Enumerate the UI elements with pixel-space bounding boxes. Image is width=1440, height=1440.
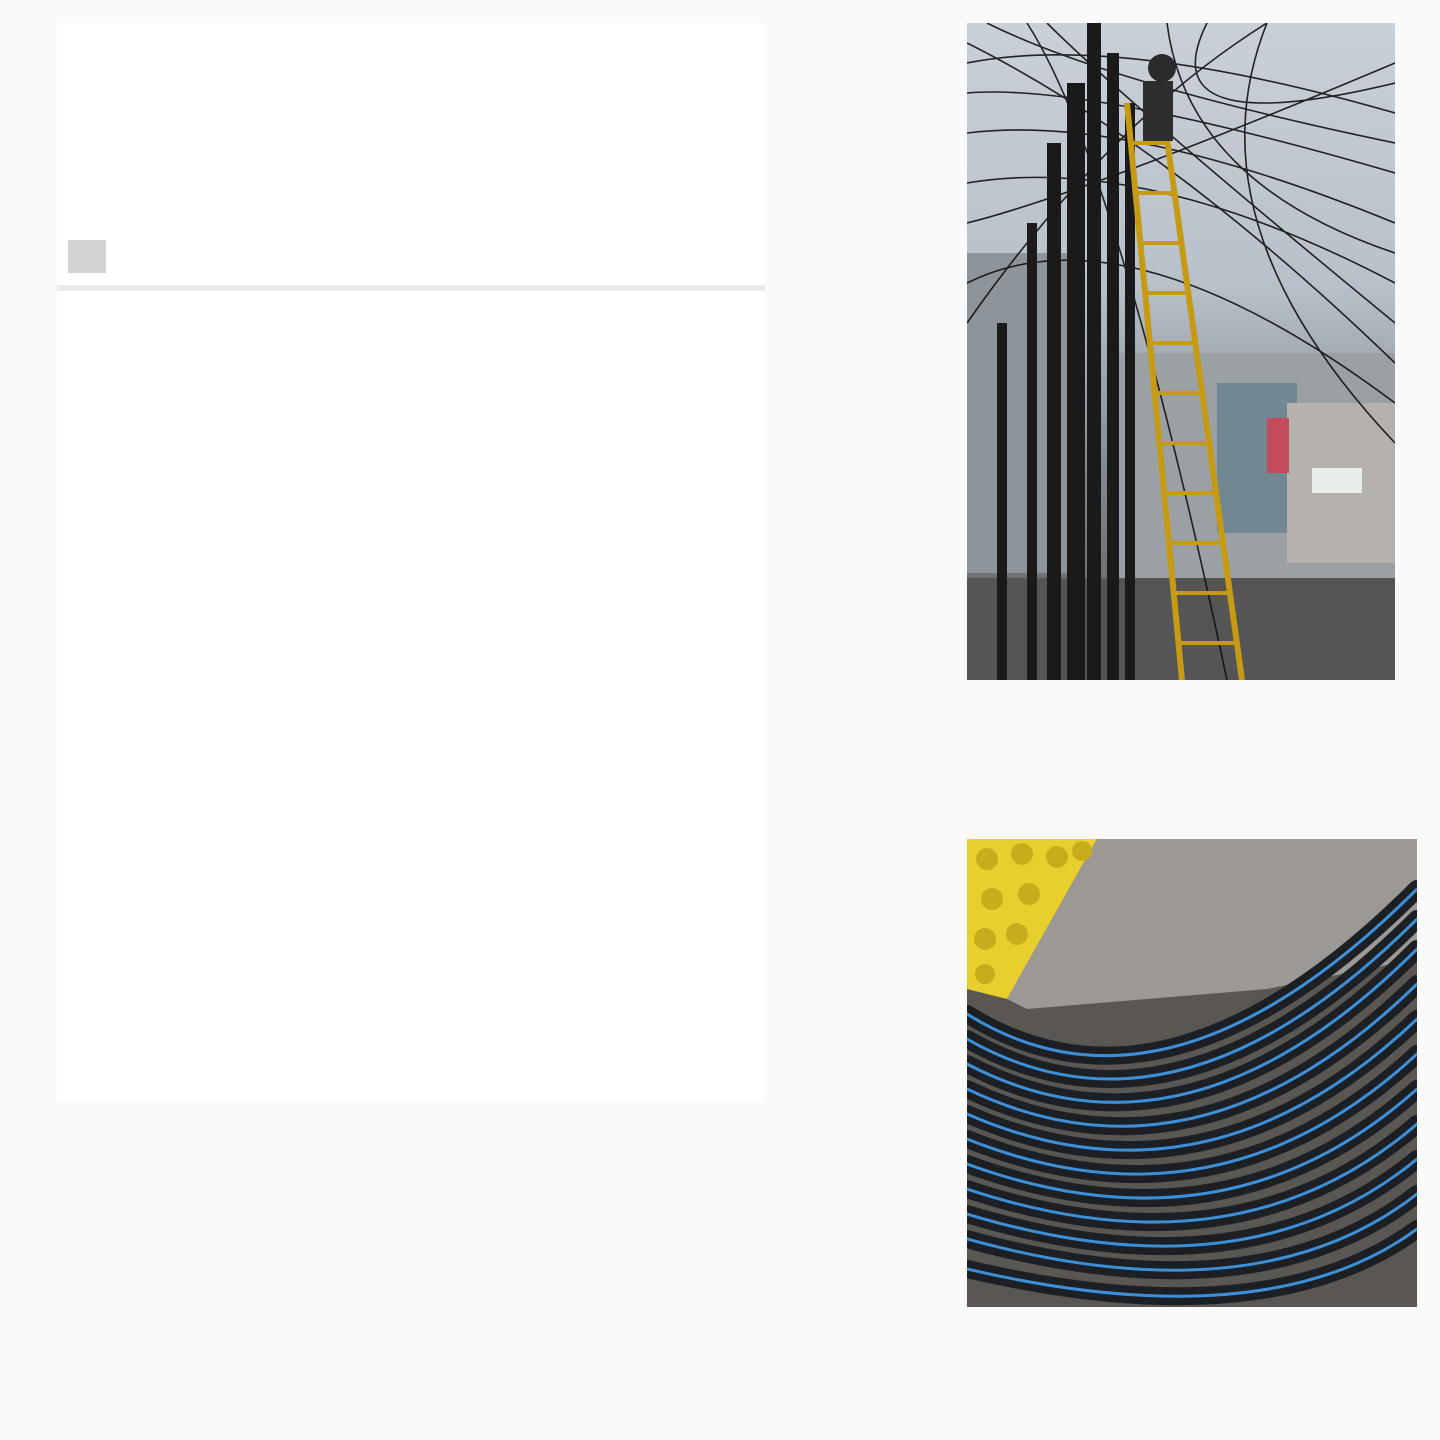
cable-coil-illustration [967, 839, 1417, 1307]
cable-coil-photo [967, 839, 1417, 1307]
utility-pole-illustration [967, 23, 1395, 680]
document-page-top [57, 23, 765, 285]
page-number-badge [68, 240, 106, 273]
utility-pole-photo [967, 23, 1395, 680]
document-page-bottom [57, 291, 765, 1102]
